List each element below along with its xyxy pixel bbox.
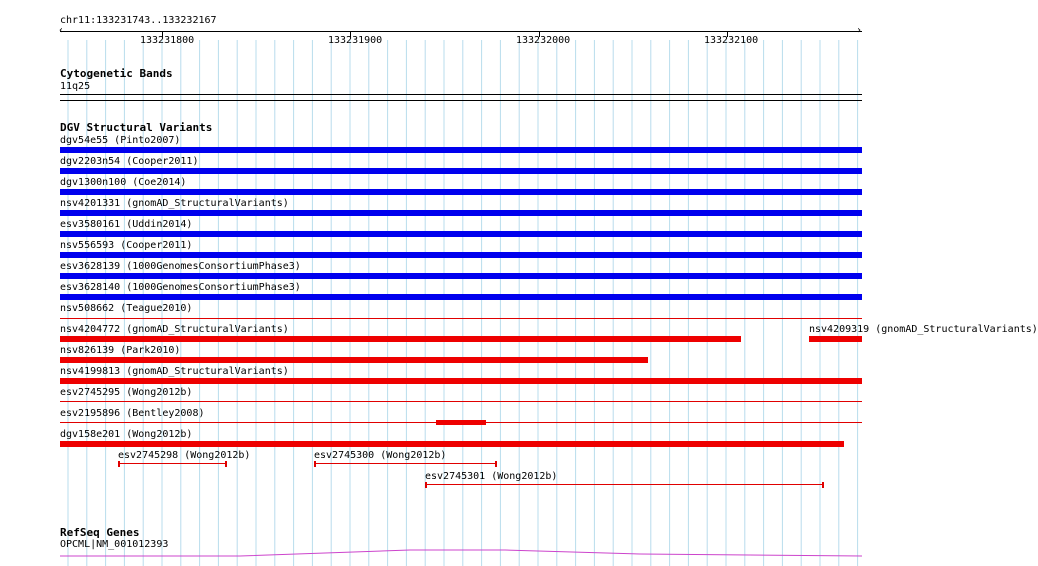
variant-bar-gain[interactable] xyxy=(60,252,862,258)
feature-label: esv2195896 (Bentley2008) xyxy=(60,408,205,419)
feature-label: esv2745301 (Wong2012b) xyxy=(425,471,558,482)
track-title-dgv: DGV Structural Variants xyxy=(60,121,213,134)
feature-label: dgv54e55 (Pinto2007) xyxy=(60,135,181,146)
ruler-tick-label: 133232000 xyxy=(516,35,571,46)
cytoband-label: 11q25 xyxy=(60,81,91,92)
variant-bar-gain[interactable] xyxy=(60,210,862,216)
feature-label: nsv508662 (Teague2010) xyxy=(60,303,193,314)
variant-bar-loss[interactable] xyxy=(60,336,741,342)
variant-line-loss[interactable] xyxy=(60,401,862,402)
feature-label: nsv4204772 (gnomAD_StructuralVariants) xyxy=(60,324,289,335)
feature-label: nsv556593 (Cooper2011) xyxy=(60,240,193,251)
track-title-refseq: RefSeq Genes xyxy=(60,526,140,539)
ruler-tick-label: 133232100 xyxy=(704,35,759,46)
variant-bar-loss[interactable] xyxy=(809,336,862,342)
feature-label: esv2745295 (Wong2012b) xyxy=(60,387,193,398)
variant-bar-loss[interactable] xyxy=(60,357,648,363)
feature-label: esv3628140 (1000GenomesConsortiumPhase3) xyxy=(60,282,301,293)
feature-label: esv3628139 (1000GenomesConsortiumPhase3) xyxy=(60,261,301,272)
variant-bar-gain[interactable] xyxy=(60,273,862,279)
track-title-cytoband: Cytogenetic Bands xyxy=(60,67,173,80)
variant-bar-gain[interactable] xyxy=(60,189,862,195)
feature-label: esv3580161 (Uddin2014) xyxy=(60,219,193,230)
variant-bar-gain[interactable] xyxy=(60,231,862,237)
feature-label: esv2745298 (Wong2012b) xyxy=(118,450,251,461)
variant-line-loss[interactable] xyxy=(60,318,862,319)
feature-label: nsv4209319 (gnomAD_StructuralVariants) xyxy=(809,324,1038,335)
feature-label: dgv2203n54 (Cooper2011) xyxy=(60,156,199,167)
ruler-tick-label: 133231800 xyxy=(140,35,195,46)
feature-label: nsv4201331 (gnomAD_StructuralVariants) xyxy=(60,198,289,209)
feature-label: dgv1300n100 (Coe2014) xyxy=(60,177,187,188)
variant-bar-loss[interactable] xyxy=(60,441,844,447)
ruler-location: chr11:133231743..133232167 xyxy=(60,15,217,26)
variant-bar-gain[interactable] xyxy=(60,147,862,153)
feature-label: nsv4199813 (gnomAD_StructuralVariants) xyxy=(60,366,289,377)
feature-label: dgv158e201 (Wong2012b) xyxy=(60,429,193,440)
variant-bar-loss[interactable] xyxy=(60,378,862,384)
feature-label: nsv826139 (Park2010) xyxy=(60,345,181,356)
ruler-left-arrow-icon: ‹ xyxy=(58,25,65,36)
gene-model[interactable] xyxy=(0,540,890,560)
variant-bar-gain[interactable] xyxy=(60,294,862,300)
ruler-tick-label: 133231900 xyxy=(328,35,383,46)
variant-bar-gain[interactable] xyxy=(60,168,862,174)
variant-bar-loss[interactable] xyxy=(436,420,486,425)
ruler-right-arrow-icon: › xyxy=(856,25,863,36)
gene-label: OPCML|NM_001012393 xyxy=(60,539,169,550)
feature-label: esv2745300 (Wong2012b) xyxy=(314,450,447,461)
